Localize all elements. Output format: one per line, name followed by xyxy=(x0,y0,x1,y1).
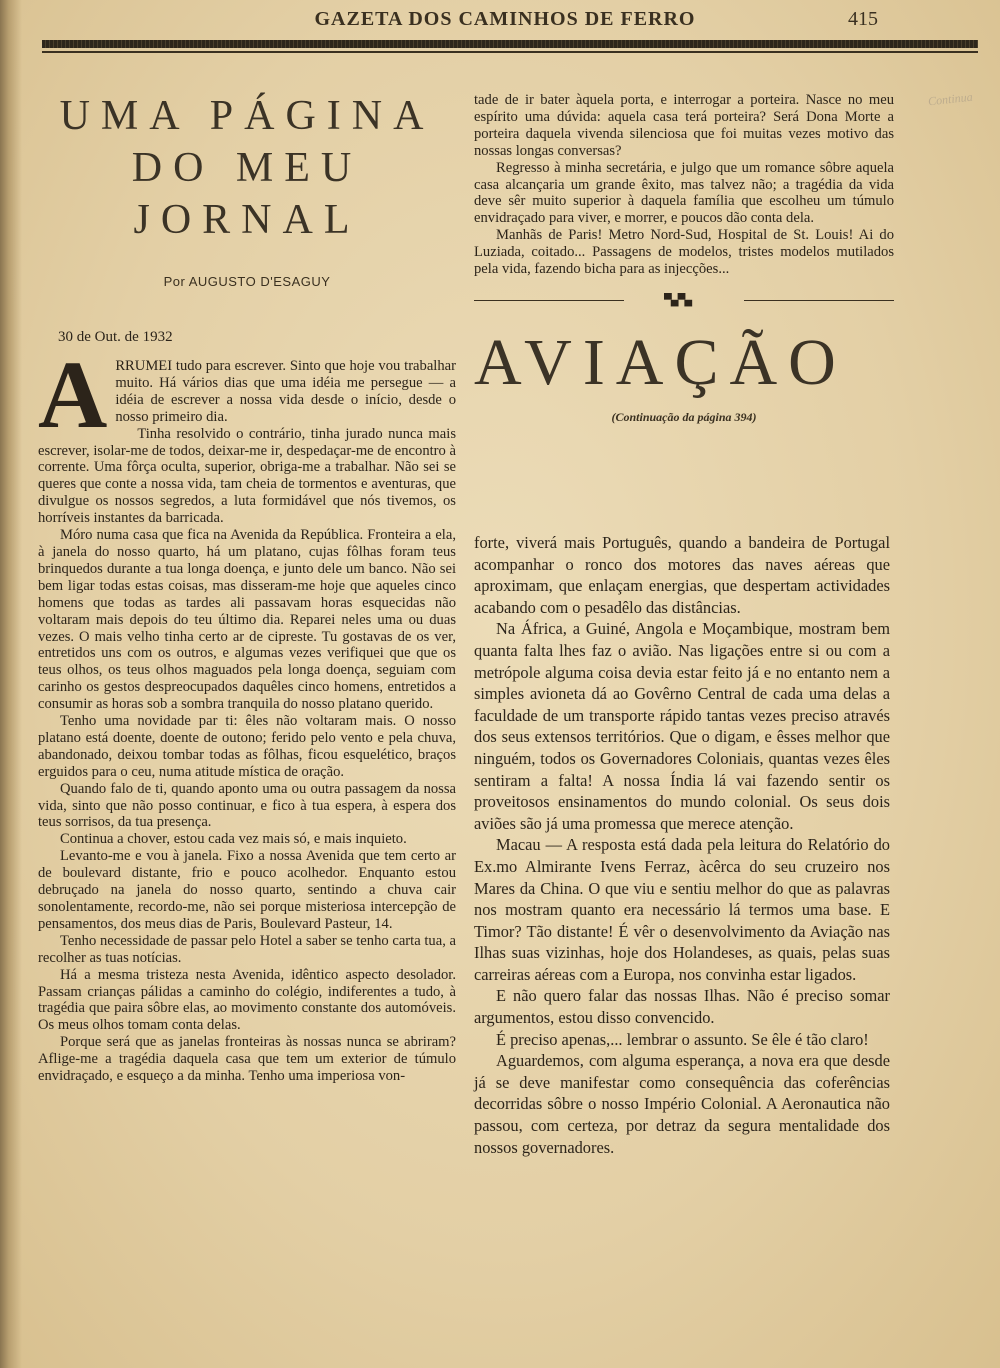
header-rule-thin xyxy=(42,51,978,53)
paragraph: Continua a chover, estou cada vez mais só, e mais inquieto. xyxy=(60,831,407,848)
paragraph: Regresso à minha secretária, e julgo que um romance sôbre aquela casa alcançaria um grande êxito, mas talvez não; a tragédia da vida deve sêr muito superior à daquela família que escolheu um túmulo envidraçado para viver, e morrer, e poucos dão conta dela. xyxy=(474,159,894,227)
article-aviacao-body xyxy=(474,532,890,1158)
paragraph: Manhãs de Paris! Metro Nord-Sud, Hospital de St. Louis! Ai do Luziada, coitado... Passagens de modelos, tristes modelos mutilados pela vida, fazendo bicha para as injecções... xyxy=(474,227,894,278)
paragraph: Há a mesma tristeza nesta Avenida, idêntico aspecto desolador. Passam crianças pálidas a caminho do colégio, indiferentes a tudo, à tragédia que paira sôbre elas, ao movimento constante dos automóveis. Os meus olhos tomam conta delas. xyxy=(38,966,456,1034)
page-gutter-shadow xyxy=(0,0,22,1368)
paragraph: Tenho uma novidade par ti: êles não voltaram mais. O nosso platano está doente, doente de outono; ferido pelo vento e pela chuva, abandonado, deixou tombar todas as fôlhas, ficou esquelético, braços erguidos para o ceu, numa atitude mística de oração. xyxy=(38,713,456,780)
article-byline: Por AUGUSTO D'ESAGUY xyxy=(163,274,331,289)
page-number: 415 xyxy=(848,8,878,30)
divider-line-left xyxy=(474,300,624,301)
paragraph: RRUMEI tudo para escrever. Sinto que hoje vou trabalhar muito. Há vários dias que uma idéia me persegue — a idéia de escrever a nossa vida desde o início, desde o nosso primeiro dia. xyxy=(115,358,456,425)
section-divider xyxy=(474,294,894,308)
article-column-right xyxy=(474,92,894,425)
article-title-line-1: UMA PÁGINA xyxy=(59,93,435,139)
paragraph: Móro numa casa que fica na Avenida da República. Fronteira a ela, à janela do nosso quarto, há um platano, cujas fôlhas foram teus brinquedos durante a tua longa doença, e junto dele um banco. Não sei bem ligar todas estas coisas, mas disseram-me hoje que aqueles cinco homens que todas as tardes ali passavam horas esquecidas não voltaram mais depois do teu último dia. Reparei neles uma ou duas vezes. O mais velho tinha certo ar de cipreste. Tu gostavas de os ver, entretidos uns com os outros, e algumas vezes verifiquei que que os teus olhos, os teus olhos maguados pela longa doença, seguiam com carinho os gestos despreocupados daquêles cinco homens, entretidos a consumir as horas sob a sombra tranquila do nosso platano querido. xyxy=(38,527,456,713)
paragraph: Levanto-me e vou à janela. Fixo a nossa Avenida que tem certo ar de boulevard distante, frio e pouco acolhedor. Enquanto estou debruçado na janela do nosso quarto, sentindo a chuva cair sonolentamente, recordo-me, não sei porque misteriosa intercepção de pensamentos, dos meus dias de Paris, Boulevard Pasteur, 14. xyxy=(38,848,456,932)
section-title: AVIAÇÃO xyxy=(474,325,847,399)
paragraph: E não quero falar das nossas Ilhas. Não é preciso somar argumentos, estou disso convencido. xyxy=(474,986,890,1028)
paragraph: Tenho necessidade de passar pelo Hotel a saber se tenho carta tua, a recolher as tuas notícias. xyxy=(38,932,456,966)
train-ornament-icon: ▀▄▀▄ xyxy=(664,293,692,306)
paragraph: Quando falo de ti, quando aponto uma ou outra passagem da nossa vida, sinto que não posso continuar, e fico à tua espera, à espera dos teus sorrisos, da tua presença. xyxy=(38,780,456,831)
paragraph: Porque será que as janelas fronteiras às nossas nunca se abriram? Aflige-me a tragédia daquela casa que tem um exterior de túmulo envidraçado, e esqueço a da minha. Tenho uma imperiosa von- xyxy=(38,1034,456,1085)
article-body xyxy=(38,341,456,1085)
paragraph: Aguardemos, com alguma esperança, a nova era que desde já se deve manifestar como consequência das coferências decorridas sôbre o nosso Império Colonial. A Aeronautica não passou, com certeza, por detraz da segura mentalidade dos nossos governadores. xyxy=(474,1051,890,1157)
article-title-line-2: DO MEU JORNAL xyxy=(131,145,363,243)
paragraph: Na África, a Guiné, Angola e Moçambique, mostram bem quanta falta lhes faz o avião. Nas ligações entre si ou com a metrópole alguma coisa devia estar feito já e no entanto nem a simples avioneta dá ao Govêrno Central de cada uma delas a faculdade de um transporte rápido tantas vezes preciso através dos seus extensos territórios. Que o digam, e êsses melhor que ninguém, todos os Governadores Coloniais, quantas vezes êles sentiram a falta! A nossa Índia lá vai fazendo sentir os proveitosos ensinamentos do mundo colonial. Os seus dois aviões são já uma promessa que merece atenção. xyxy=(474,619,890,833)
paragraph: Tinha resolvido o contrário, tinha jurado nunca mais escrever, isolar-me de todos, deixar-me ir, despedaçar-me de encontro à corrente. Uma fôrça oculta, superior, obriga-me a trabalhar. Não sei se queres que conte a nossa vida, tam cheia de tormentos e aventuras, que divulgue os nossos segredos, a luta formidável que nós tivemos, os horríveis instantes da barricada. xyxy=(38,425,456,527)
article-title xyxy=(38,90,456,246)
paragraph: Macau — A resposta está dada pela leitura do Relatório do Ex.mo Almirante Ivens Ferraz, àcêrca do seu cruzeiro nos Mares da China. O que viu e sentiu melhor do que as palavras nos mostram quanto era necessário lá termos uma base. E Timor? Tão distante! É vêr o desenvolvimento da Aviação nas Ilhas suas vizinhas, hoje dos Holandeses, as quais, pelas suas carreiras aéreas com a Europa, nos convinha estar ligados. xyxy=(474,835,890,984)
margin-annotation: Continua xyxy=(927,89,974,109)
article-body-continued xyxy=(474,92,894,278)
continuation-note: (Continuação da página 394) xyxy=(611,409,757,424)
header-rule xyxy=(42,40,978,48)
running-head xyxy=(40,6,970,36)
paragraph: tade de ir bater àquela porta, e interrogar a porteira. Nasce no meu espírito uma dúvida: aquela casa terá porteira? Será Dona Morte a porteira daquela vivenda silenciosa que foi muitas vezes motivo das nossas longas conversas? xyxy=(474,92,894,159)
divider-line-right xyxy=(744,300,894,301)
article-dateline: 30 de Out. de 1932 xyxy=(58,329,173,345)
article-column-left xyxy=(38,90,456,1085)
paragraph: É preciso apenas,... lembrar o assunto. Se êle é tão claro! xyxy=(496,1029,869,1049)
journal-title: GAZETA DOS CAMINHOS DE FERRO xyxy=(314,8,696,30)
drop-cap: A xyxy=(38,341,108,448)
paragraph: forte, viverá mais Português, quando a bandeira de Portugal acompanhar o ronco dos motores das naves aéreas que aproximam, que enlaçam energias, que despertam actividades acabando com o pesadêlo das distâncias. xyxy=(474,533,890,617)
